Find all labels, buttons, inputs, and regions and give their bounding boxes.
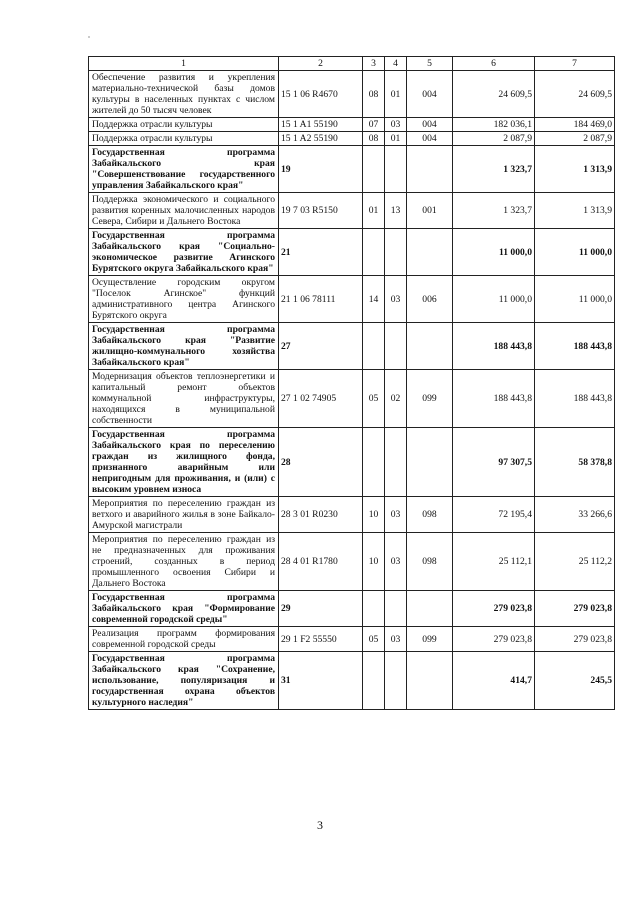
row-subsection-cell: 03 [385, 276, 407, 323]
row-section-cell [363, 146, 385, 193]
row-name-cell: Поддержка отрасли культуры [89, 132, 279, 146]
row-code-cell: 15 1 A1 55190 [279, 118, 363, 132]
row-code-cell: 15 1 06 R4670 [279, 71, 363, 118]
row-amount-2-cell: 1 313,9 [535, 193, 615, 229]
row-section-cell: 08 [363, 71, 385, 118]
table-row [89, 71, 615, 118]
column-header: 5 [407, 57, 453, 71]
row-code-cell: 19 7 03 R5150 [279, 193, 363, 229]
row-section-cell: 01 [363, 193, 385, 229]
row-amount-2-cell: 24 609,5 [535, 71, 615, 118]
row-code-cell: 28 [279, 428, 363, 497]
row-section-cell [363, 229, 385, 276]
row-amount-1-cell: 25 112,1 [453, 533, 535, 591]
table-row [89, 118, 615, 132]
row-code-cell: 21 1 06 78111 [279, 276, 363, 323]
row-name-cell: Поддержка отрасли культуры [89, 118, 279, 132]
row-section-cell: 14 [363, 276, 385, 323]
table-row [89, 370, 615, 428]
row-amount-2-cell: 1 313,9 [535, 146, 615, 193]
row-section-cell [363, 591, 385, 627]
row-name-cell: Осуществление городским округом "Поселок Агинское" функций административного центра Агинского Бурятского округа [89, 276, 279, 323]
row-code-cell: 19 [279, 146, 363, 193]
row-amount-2-cell: 279 023,8 [535, 627, 615, 652]
row-code-cell: 28 3 01 R0230 [279, 497, 363, 533]
row-section-cell: 05 [363, 627, 385, 652]
row-subsection-cell: 01 [385, 71, 407, 118]
row-name-cell: Поддержка экономического и социального развития коренных малочисленных народов Севера, Сибири и Дальнего Востока [89, 193, 279, 229]
row-amount-2-cell: 184 469,0 [535, 118, 615, 132]
table-row [89, 652, 615, 710]
column-header: 6 [453, 57, 535, 71]
row-subsection-cell [385, 323, 407, 370]
row-amount-1-cell: 279 023,8 [453, 627, 535, 652]
row-subsection-cell [385, 652, 407, 710]
row-type-cell: 001 [407, 193, 453, 229]
row-amount-1-cell: 2 087,9 [453, 132, 535, 146]
row-type-cell: 004 [407, 118, 453, 132]
row-code-cell: 27 1 02 74905 [279, 370, 363, 428]
row-amount-1-cell: 188 443,8 [453, 323, 535, 370]
row-type-cell [407, 146, 453, 193]
row-amount-2-cell: 245,5 [535, 652, 615, 710]
row-section-cell [363, 652, 385, 710]
column-header: 2 [279, 57, 363, 71]
row-type-cell: 098 [407, 497, 453, 533]
row-subsection-cell: 13 [385, 193, 407, 229]
row-type-cell: 099 [407, 627, 453, 652]
row-amount-1-cell: 1 323,7 [453, 193, 535, 229]
row-subsection-cell: 03 [385, 118, 407, 132]
row-name-cell: Государственная программа Забайкальского края "Формирование современной городской среды" [89, 591, 279, 627]
row-amount-1-cell: 24 609,5 [453, 71, 535, 118]
row-section-cell [363, 428, 385, 497]
row-type-cell [407, 652, 453, 710]
row-type-cell [407, 229, 453, 276]
row-subsection-cell [385, 229, 407, 276]
row-name-cell: Обеспечение развития и укрепления материально-технической базы домов культуры в населенных пунктах с числом жителей до 50 тысяч человек [89, 71, 279, 118]
row-type-cell: 004 [407, 132, 453, 146]
row-name-cell: Реализация программ формирования современной городской среды [89, 627, 279, 652]
page-number: 3 [317, 818, 323, 832]
row-subsection-cell: 03 [385, 497, 407, 533]
table-row [89, 146, 615, 193]
row-code-cell: 31 [279, 652, 363, 710]
row-amount-1-cell: 188 443,8 [453, 370, 535, 428]
row-section-cell: 08 [363, 132, 385, 146]
row-amount-2-cell: 2 087,9 [535, 132, 615, 146]
table-row [89, 533, 615, 591]
table-row [89, 497, 615, 533]
row-name-cell: Модернизация объектов теплоэнергетики и капитальный ремонт объектов коммунальной инфраструктуры, находящихся в муниципальной собственности [89, 370, 279, 428]
row-amount-2-cell: 25 112,2 [535, 533, 615, 591]
row-code-cell: 27 [279, 323, 363, 370]
row-code-cell: 15 1 A2 55190 [279, 132, 363, 146]
table-row [89, 193, 615, 229]
row-section-cell: 10 [363, 497, 385, 533]
row-section-cell: 10 [363, 533, 385, 591]
row-amount-2-cell: 188 443,8 [535, 370, 615, 428]
scan-dot [88, 36, 90, 38]
column-header: 4 [385, 57, 407, 71]
row-amount-1-cell: 279 023,8 [453, 591, 535, 627]
row-section-cell [363, 323, 385, 370]
row-amount-1-cell: 182 036,1 [453, 118, 535, 132]
row-type-cell [407, 428, 453, 497]
row-amount-1-cell: 11 000,0 [453, 276, 535, 323]
row-amount-2-cell: 58 378,8 [535, 428, 615, 497]
row-type-cell: 006 [407, 276, 453, 323]
row-name-cell: Мероприятия по переселению граждан из не предназначенных для проживания строений, созданных в период промышленного освоения Сибири и Дальнего Востока [89, 533, 279, 591]
row-subsection-cell: 03 [385, 533, 407, 591]
row-amount-2-cell: 279 023,8 [535, 591, 615, 627]
row-code-cell: 29 1 F2 55550 [279, 627, 363, 652]
table-row [89, 276, 615, 323]
row-type-cell: 099 [407, 370, 453, 428]
column-header: 1 [89, 57, 279, 71]
row-name-cell: Государственная программа Забайкальского края "Социально-экономическое развитие Агинского Бурятского округа Забайкальского края" [89, 229, 279, 276]
row-subsection-cell [385, 146, 407, 193]
row-type-cell [407, 323, 453, 370]
row-amount-2-cell: 33 266,6 [535, 497, 615, 533]
row-amount-2-cell: 11 000,0 [535, 276, 615, 323]
row-amount-1-cell: 414,7 [453, 652, 535, 710]
row-amount-2-cell: 188 443,8 [535, 323, 615, 370]
table-row [89, 132, 615, 146]
row-subsection-cell [385, 428, 407, 497]
row-name-cell: Государственная программа Забайкальского края "Развитие жилищно-коммунального хозяйства Забайкальского края" [89, 323, 279, 370]
column-header: 7 [535, 57, 615, 71]
row-name-cell: Государственная программа Забайкальского края "Сохранение, использование, популяризация и государственная охрана объектов культурного наследия" [89, 652, 279, 710]
table-row [89, 229, 615, 276]
row-code-cell: 29 [279, 591, 363, 627]
table-row [89, 323, 615, 370]
row-code-cell: 21 [279, 229, 363, 276]
table-row [89, 591, 615, 627]
row-subsection-cell: 02 [385, 370, 407, 428]
row-amount-1-cell: 1 323,7 [453, 146, 535, 193]
table-row [89, 627, 615, 652]
row-name-cell: Мероприятия по переселению граждан из ветхого и аварийного жилья в зоне Байкало-Амурской магистрали [89, 497, 279, 533]
row-subsection-cell: 03 [385, 627, 407, 652]
row-type-cell: 004 [407, 71, 453, 118]
row-name-cell: Государственная программа Забайкальского края "Совершенствование государственного управления Забайкальского края" [89, 146, 279, 193]
row-amount-1-cell: 72 195,4 [453, 497, 535, 533]
row-subsection-cell [385, 591, 407, 627]
table-row [89, 428, 615, 497]
row-amount-2-cell: 11 000,0 [535, 229, 615, 276]
row-amount-1-cell: 97 307,5 [453, 428, 535, 497]
table-header-row [89, 57, 615, 71]
row-section-cell: 05 [363, 370, 385, 428]
column-header: 3 [363, 57, 385, 71]
row-type-cell [407, 591, 453, 627]
row-type-cell: 098 [407, 533, 453, 591]
row-section-cell: 07 [363, 118, 385, 132]
row-code-cell: 28 4 01 R1780 [279, 533, 363, 591]
row-subsection-cell: 01 [385, 132, 407, 146]
budget-table [88, 56, 615, 710]
row-amount-1-cell: 11 000,0 [453, 229, 535, 276]
row-name-cell: Государственная программа Забайкальского края по переселению граждан из жилищного фонда, признанного аварийным или непригодным для проживания, и (или) с высоким уровнем износа [89, 428, 279, 497]
